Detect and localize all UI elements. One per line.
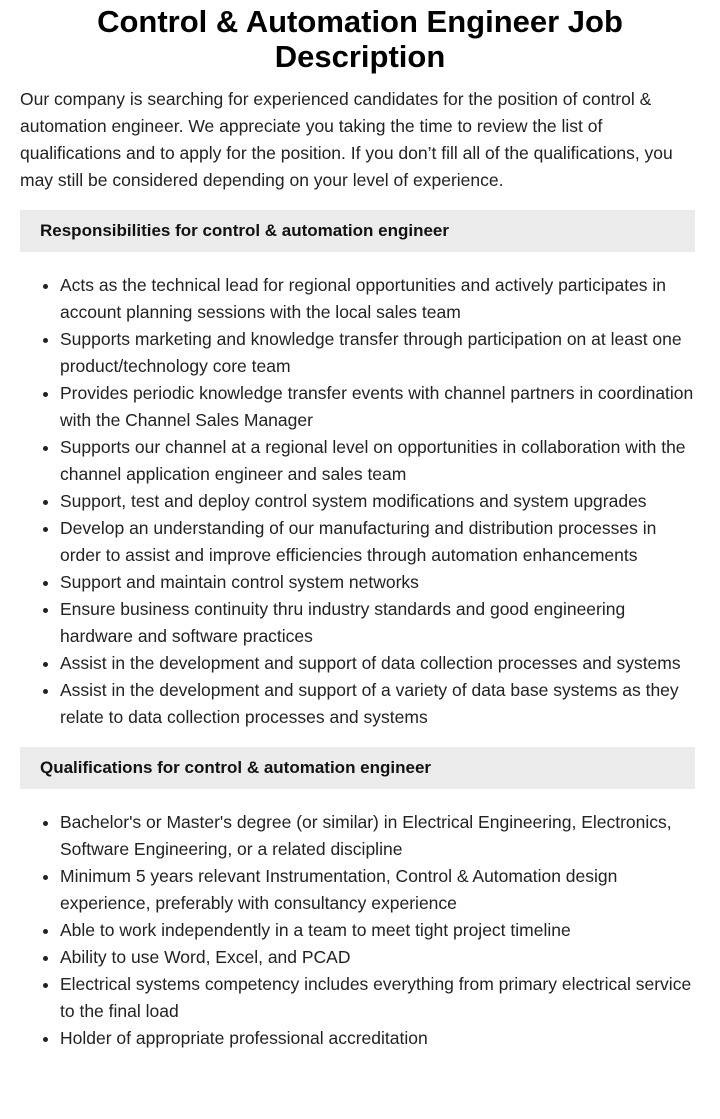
list-item: • Electrical systems competency includes everything from primary electrical service to the final load	[60, 971, 700, 1025]
list-item: • Supports our channel at a regional level on opportunities in collaboration with the channel application engineer and sales team	[60, 434, 700, 488]
intro-paragraph: Our company is searching for experienced candidates for the position of control & automation engineer. We appreciate you taking the time to review the list of qualifications and to apply for the position. If you don’t fill all of the qualifications, you may still be considered depending on your level of experience.	[20, 89, 673, 190]
list-item: • Assist in the development and support of a variety of data base systems as they relate to data collection processes and systems	[60, 677, 700, 731]
list-item: • Develop an understanding of our manufacturing and distribution processes in order to assist and improve efficiencies through automation enhancements	[60, 515, 700, 569]
list-item: • Holder of appropriate professional accreditation	[60, 1025, 700, 1052]
responsibilities-list	[0, 272, 700, 731]
list-item: • Assist in the development and support of data collection processes and systems	[60, 650, 700, 677]
list-item: • Support and maintain control system networks	[60, 569, 700, 596]
list-item: • Minimum 5 years relevant Instrumentation, Control & Automation design experience, preferably with consultancy experience	[60, 863, 700, 917]
qualifications-heading: Qualifications for control & automation engineer	[20, 747, 695, 789]
list-item: • Bachelor's or Master's degree (or similar) in Electrical Engineering, Electronics, Software Engineering, or a related discipline	[60, 809, 700, 863]
page-title: Control & Automation Engineer Job Description	[97, 4, 623, 74]
list-item: • Ensure business continuity thru industry standards and good engineering hardware and software practices	[60, 596, 700, 650]
list-item: • Able to work independently in a team to meet tight project timeline	[60, 917, 700, 944]
list-item: • Support, test and deploy control system modifications and system upgrades	[60, 488, 700, 515]
list-item: • Ability to use Word, Excel, and PCAD	[60, 944, 700, 971]
responsibilities-heading: Responsibilities for control & automation engineer	[20, 210, 695, 252]
qualifications-list	[0, 809, 700, 1052]
list-item: • Acts as the technical lead for regional opportunities and actively participates in account planning sessions with the local sales team	[60, 272, 700, 326]
list-item: • Provides periodic knowledge transfer events with channel partners in coordination with the Channel Sales Manager	[60, 380, 700, 434]
list-item: • Supports marketing and knowledge transfer through participation on at least one product/technology core team	[60, 326, 700, 380]
